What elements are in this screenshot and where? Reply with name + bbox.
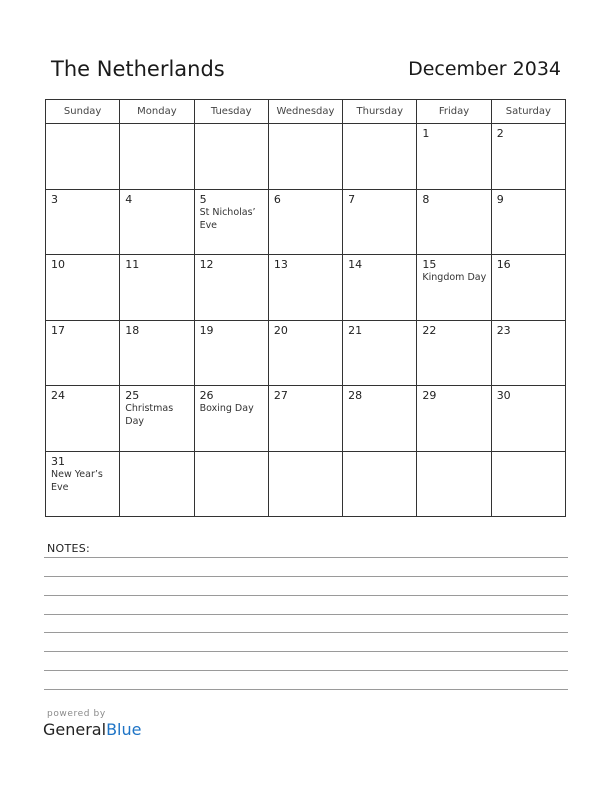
- holiday-label: St Nicholas’ Eve: [199, 206, 256, 231]
- weekday-header: Friday: [417, 100, 491, 124]
- day-number: 15: [422, 258, 437, 271]
- day-cell: [46, 451, 120, 517]
- day-number: 19: [199, 323, 214, 337]
- brand-logo[interactable]: [43, 720, 141, 740]
- day-cell: [417, 255, 491, 321]
- day-cell: [194, 124, 268, 190]
- day-number: 21: [348, 323, 363, 337]
- powered-by-text: powered by: [47, 709, 106, 719]
- day-cell: [343, 451, 417, 517]
- day-cell: [491, 189, 565, 255]
- day-number: 26: [199, 389, 214, 402]
- day-number: 18: [125, 323, 140, 337]
- day-number: 20: [273, 323, 288, 337]
- day-cell: [120, 451, 194, 517]
- holiday-label: Kingdom Day: [422, 272, 487, 283]
- day-cell: [120, 124, 194, 190]
- day-number: 1: [422, 127, 430, 140]
- day-cell: [343, 189, 417, 255]
- day-cell: [46, 255, 120, 321]
- day-cell: [343, 386, 417, 452]
- holiday-label: Boxing Day: [199, 403, 254, 414]
- note-line: [44, 614, 568, 615]
- day-number: 9: [496, 192, 504, 206]
- day-cell: [417, 124, 491, 190]
- day-number: 30: [496, 389, 511, 402]
- day-number: 24: [51, 389, 65, 402]
- day-cell: [46, 320, 120, 386]
- day-number: 7: [348, 192, 356, 206]
- day-number: 3: [51, 192, 58, 206]
- day-number: [195, 124, 268, 127]
- day-number: 6: [273, 192, 281, 206]
- day-cell: [120, 255, 194, 321]
- weekday-header: Sunday: [46, 100, 120, 124]
- day-cell: [194, 386, 268, 452]
- notes-label: NOTES:: [47, 542, 91, 555]
- day-cell: [268, 189, 342, 255]
- day-number: 14: [348, 258, 363, 271]
- note-line: [44, 557, 568, 558]
- day-number: [120, 452, 193, 455]
- day-number: 13: [273, 258, 288, 271]
- day-number: 17: [51, 323, 65, 337]
- day-number: 10: [51, 258, 65, 271]
- holiday-label: Christmas Day: [125, 403, 174, 427]
- day-number: 8: [422, 192, 430, 206]
- day-number: 11: [125, 258, 140, 271]
- day-cell: [268, 320, 342, 386]
- day-number: [269, 124, 342, 127]
- week-row: [46, 124, 566, 190]
- day-cell: [491, 386, 565, 452]
- day-cell: [417, 386, 491, 452]
- calendar-body: [46, 124, 566, 517]
- day-cell: [46, 189, 120, 255]
- day-number: [343, 452, 416, 455]
- note-line: [44, 632, 568, 633]
- week-row: [46, 189, 566, 255]
- brand-blue-text: Blue: [106, 720, 142, 739]
- day-number: [343, 124, 416, 127]
- day-cell: [46, 124, 120, 190]
- day-cell: [120, 386, 194, 452]
- day-cell: [343, 124, 417, 190]
- day-cell: [268, 124, 342, 190]
- day-cell: [417, 320, 491, 386]
- note-line: [44, 670, 568, 671]
- weekday-header: Monday: [120, 100, 194, 124]
- day-number: 22: [422, 323, 437, 337]
- day-number: 23: [496, 323, 511, 337]
- day-cell: [491, 124, 565, 190]
- note-line: [44, 576, 568, 577]
- day-number: [195, 452, 268, 455]
- day-cell: [343, 255, 417, 321]
- day-number: 2: [496, 127, 504, 140]
- weekday-header: Wednesday: [268, 100, 342, 124]
- calendar-grid: [45, 99, 566, 517]
- day-number: [269, 452, 342, 455]
- calendar-country-title: The Netherlands: [51, 57, 225, 81]
- day-cell: [417, 189, 491, 255]
- weekday-header: Tuesday: [194, 100, 268, 124]
- day-cell: [491, 320, 565, 386]
- note-line: [44, 689, 568, 690]
- day-number: [46, 124, 119, 127]
- day-number: 31: [51, 454, 65, 468]
- day-cell: [194, 189, 268, 255]
- note-line: [44, 651, 568, 652]
- note-line: [44, 595, 568, 596]
- day-number: 4: [125, 192, 133, 206]
- calendar-month-title: December 2034: [408, 58, 561, 80]
- day-number: 27: [273, 389, 288, 402]
- day-cell: [343, 320, 417, 386]
- week-row: [46, 320, 566, 386]
- weekday-header-row: [46, 100, 566, 124]
- day-number: 16: [496, 258, 511, 271]
- day-number: 25: [125, 389, 140, 402]
- day-cell: [120, 320, 194, 386]
- weekday-header: Thursday: [343, 100, 417, 124]
- week-row: [46, 386, 566, 452]
- day-number: 28: [348, 389, 363, 402]
- day-cell: [268, 386, 342, 452]
- day-cell: [194, 255, 268, 321]
- day-cell: [491, 255, 565, 321]
- brand-general-text: General: [43, 720, 107, 739]
- day-cell: [268, 451, 342, 517]
- day-number: [417, 452, 490, 455]
- day-cell: [268, 255, 342, 321]
- day-cell: [120, 189, 194, 255]
- day-cell: [46, 386, 120, 452]
- holiday-label: New Year’s Eve: [51, 468, 103, 493]
- weekday-header: Saturday: [491, 100, 565, 124]
- day-cell: [491, 451, 565, 517]
- week-row: [46, 255, 566, 321]
- day-number: 12: [199, 258, 214, 271]
- week-row: [46, 451, 566, 517]
- day-cell: [194, 320, 268, 386]
- day-cell: [417, 451, 491, 517]
- day-cell: [194, 451, 268, 517]
- day-number: [120, 124, 193, 127]
- day-number: [492, 452, 565, 455]
- day-number: 5: [199, 192, 207, 206]
- day-number: 29: [422, 389, 437, 402]
